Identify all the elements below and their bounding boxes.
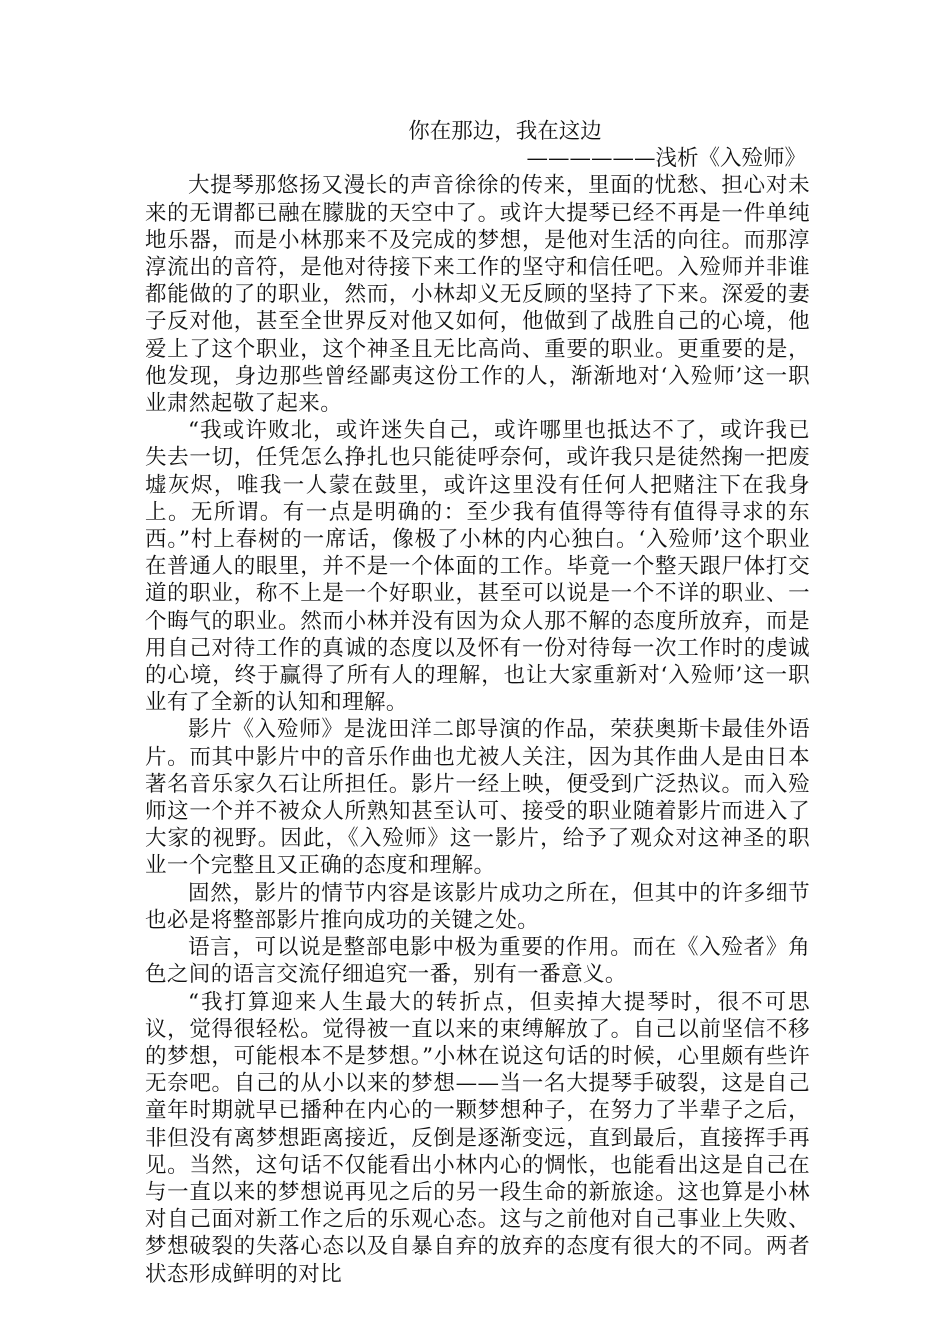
paragraph-4: 固然，影片的情节内容是该影片成功之所在，但其中的许多细节也必是将整部影片推向成功的关键之处。 bbox=[145, 880, 810, 933]
paragraph-3: 影片《入殓师》是泷田洋二郎导演的作品，荣获奥斯卡最佳外语片。而其中影片中的音乐作曲也尤被人关注，因为其作曲人是由日本著名音乐家久石让所担任。影片一经上映，便受到广泛热议。而入殓师这一个并不被众人所熟知甚至认可、接受的职业随着影片而进入了大家的视野。因此，《入殓师》这一影片，给予了观众对这神圣的职业一个完整且又正确的态度和理解。 bbox=[145, 717, 810, 879]
paragraph-6: “我打算迎来人生最大的转折点，但卖掉大提琴时，很不可思议，觉得很轻松。觉得被一直以来的束缚解放了。自己以前坚信不移的梦想，可能根本不是梦想。”小林在说这句话的时候，心里颇有些许无奈吧。自己的从小以来的梦想——当一名大提琴手破裂，这是自己童年时期就早已播种在内心的一颗梦想种子，在努力了半辈子之后，非但没有离梦想距离接近，反倒是逐渐变远，直到最后，直接挥手再见。当然，这句话不仅能看出小林内心的惆怅，也能看出这是自己在与一直以来的梦想说再见之后的另一段生命的新旅途。这也算是小林对自己面对新工作之后的乐观心态。这与之前他对自己事业上失败、梦想破裂的失落心态以及自暴自弃的放弃的态度有很大的不同。两者状态形成鲜明的对比 bbox=[145, 989, 810, 1287]
document-subtitle: ——————浅析《入殓师》 bbox=[526, 146, 806, 172]
document-title: 你在那边，我在这边 bbox=[408, 119, 602, 144]
paragraph-2: “我或许败北，或许迷失自己，或许哪里也抵达不了，或许我已失去一切，任凭怎么挣扎也只能徒呼奈何，或许我只是徒然掬一把废墟灰烬，唯我一人蒙在鼓里，或许这里没有任何人把赌注下在我身上。无所谓。有一点是明确的：至少我有值得等待有值得寻求的东西。”村上春树的一席话，像极了小林的内心独白。‘入殓师’这个职业在普通人的眼里，并不是一个体面的工作。毕竟一个整天跟尸体打交道的职业，称不上是一个好职业，甚至可以说是一个不详的职业、一个晦气的职业。然而小林并没有因为众人那不解的态度所放弃，而是用自己对待工作的真诚的态度以及怀有一份对待每一次工作时的虔诚的心境，终于赢得了所有人的理解，也让大家重新对‘入殓师’这一职业有了全新的认知和理解。 bbox=[145, 418, 810, 716]
document-page bbox=[145, 118, 810, 1288]
paragraph-1: 大提琴那悠扬又漫长的声音徐徐的传来，里面的忧愁、担心对未来的无谓都已融在朦胧的天空中了。或许大提琴已经不再是一件单纯地乐器，而是小林那来不及完成的梦想，是他对生活的向往。而那淳淳流出的音符，是他对待接下来工作的坚守和信任吧。入殓师并非谁都能做的了的职业，然而，小林却义无反顾的坚持了下来。深爱的妻子反对他，甚至全世界反对他又如何，他做到了战胜自己的心境，他爱上了这个职业，这个神圣且无比高尚、重要的职业。更重要的是，他发现，身边那些曾经鄙夷这份工作的人，渐渐地对‘入殓师’这一职业肃然起敬了起来。 bbox=[145, 173, 810, 417]
paragraph-5: 语言，可以说是整部电影中极为重要的作用。而在《入殓者》角色之间的语言交流仔细追究一番，别有一番意义。 bbox=[145, 935, 810, 988]
